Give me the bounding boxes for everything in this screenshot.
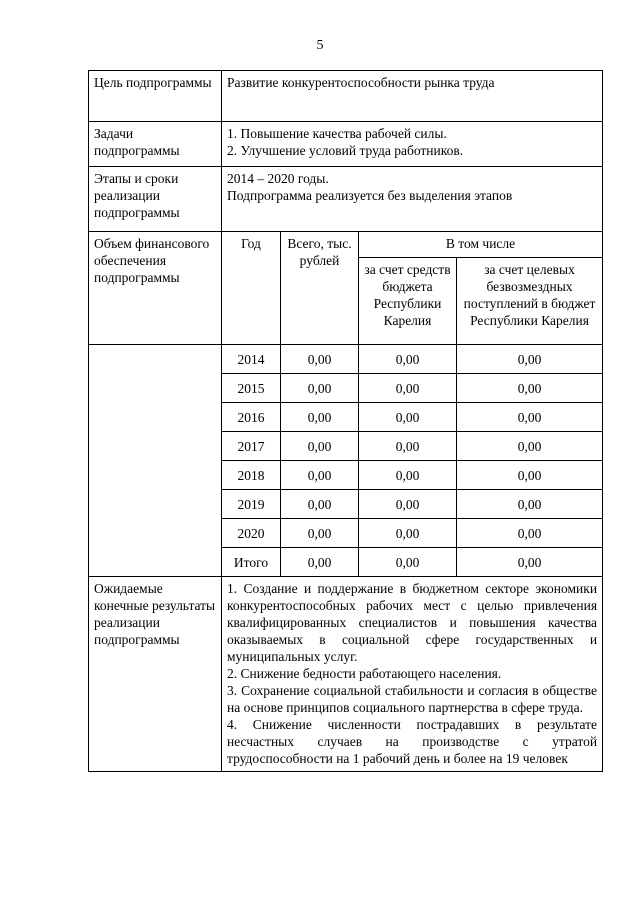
year-cell: 2018: [222, 461, 281, 490]
results-row: [89, 577, 603, 772]
results-value: [222, 577, 603, 772]
budget-cell: 0,00: [359, 432, 457, 461]
stages-line: 2014 – 2020 годы.: [227, 171, 329, 186]
budget-header: за счет средств бюджета Республики Карелия: [359, 258, 457, 345]
budget-cell: 0,00: [359, 548, 457, 577]
total-cell: 0,00: [281, 432, 359, 461]
tasks-label: Задачи подпрограммы: [89, 122, 222, 167]
stages-line: Подпрограмма реализуется без выделения этапов: [227, 188, 513, 203]
total-cell: 0,00: [281, 490, 359, 519]
total-cell: 0,00: [281, 345, 359, 374]
budget-cell: 0,00: [359, 374, 457, 403]
goal-row: [89, 71, 603, 122]
financing-header-row: [89, 232, 603, 258]
total-cell: 0,00: [281, 374, 359, 403]
task-item: 1. Повышение качества рабочей силы.: [227, 126, 447, 141]
budget-cell: 0,00: [359, 403, 457, 432]
year-cell: 2017: [222, 432, 281, 461]
result-item: 2. Снижение бедности работающего населения.: [227, 666, 502, 681]
result-item: 1. Создание и поддержание в бюджетном секторе экономики конкурентоспособных рабочих мест с целью привлечения квалифицированных специалистов и повышения качества оказываемых в социальной сфере государственных и муниципальных услуг.: [227, 581, 598, 664]
year-cell: Итого: [222, 548, 281, 577]
goal-value: Развитие конкурентоспособности рынка труда: [222, 71, 603, 122]
grants-cell: 0,00: [457, 374, 603, 403]
budget-cell: 0,00: [359, 461, 457, 490]
stages-row: [89, 167, 603, 232]
grants-header: за счет целевых безвозмездных поступлений в бюджет Республики Карелия: [457, 258, 603, 345]
result-item: 4. Снижение численности пострадавших в результате несчастных случаев на производстве с утратой трудоспособности на 1 рабочий день и более на 19 человек: [227, 717, 598, 766]
tasks-row: [89, 122, 603, 167]
table-row: [89, 345, 603, 374]
grants-cell: 0,00: [457, 519, 603, 548]
results-label: Ожидаемые конечные результаты реализации подпрограммы: [89, 577, 222, 772]
tasks-value: [222, 122, 603, 167]
task-item: 2. Улучшение условий труда работников.: [227, 143, 464, 158]
goal-label: Цель подпрограммы: [89, 71, 222, 122]
budget-cell: 0,00: [359, 519, 457, 548]
grants-cell: 0,00: [457, 490, 603, 519]
total-cell: 0,00: [281, 461, 359, 490]
year-cell: 2015: [222, 374, 281, 403]
financing-label-continuation: [89, 345, 222, 577]
subprogram-passport-table: [88, 70, 603, 772]
total-header: Всего, тыс. рублей: [281, 232, 359, 345]
grants-cell: 0,00: [457, 548, 603, 577]
grants-cell: 0,00: [457, 461, 603, 490]
total-cell: 0,00: [281, 519, 359, 548]
year-header: Год: [222, 232, 281, 345]
year-cell: 2016: [222, 403, 281, 432]
stages-label: Этапы и сроки реализации подпрограммы: [89, 167, 222, 232]
page-number: 5: [316, 38, 324, 53]
total-cell: 0,00: [281, 403, 359, 432]
budget-cell: 0,00: [359, 345, 457, 374]
year-cell: 2019: [222, 490, 281, 519]
grants-cell: 0,00: [457, 403, 603, 432]
grants-cell: 0,00: [457, 345, 603, 374]
result-item: 3. Сохранение социальной стабильности и согласия в обществе на основе принципов социального партнерства в сфере труда.: [227, 683, 598, 715]
stages-value: [222, 167, 603, 232]
year-cell: 2014: [222, 345, 281, 374]
year-cell: 2020: [222, 519, 281, 548]
budget-cell: 0,00: [359, 490, 457, 519]
financing-label: Объем финансового обеспечения подпрограммы: [89, 232, 222, 345]
including-header: В том числе: [359, 232, 603, 258]
total-cell: 0,00: [281, 548, 359, 577]
grants-cell: 0,00: [457, 432, 603, 461]
